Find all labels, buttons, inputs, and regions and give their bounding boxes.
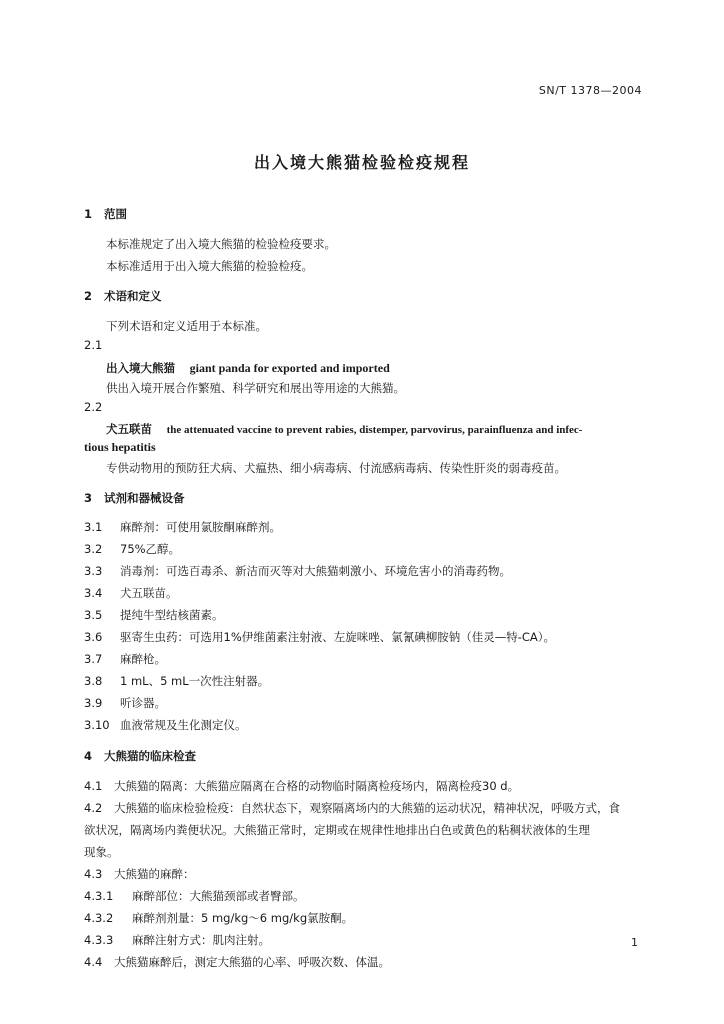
clause: 4.3.3 麻醉注射方式：肌肉注射。 xyxy=(84,933,270,947)
document-title: 出入境大熊猫检验检疫规程 xyxy=(253,153,470,172)
section-4-heading xyxy=(84,748,196,764)
term-number: 2.2 xyxy=(84,400,103,414)
clause: 4.1 大熊猫的隔离：大熊猫应隔离在合格的动物临时隔离检疫场内，隔离检疫30 d。 xyxy=(84,779,520,793)
section-title: 术语和定义 xyxy=(104,289,162,303)
section-number: 4 xyxy=(84,749,93,763)
paragraph: 本标准规定了出入境大熊猫的检验检疫要求。 xyxy=(106,237,336,251)
section-1-heading xyxy=(84,206,127,222)
term-chinese: 出入境大熊猫 xyxy=(106,361,175,375)
list-item: 3.1 麻醉剂：可使用氯胺酮麻醉剂。 xyxy=(84,520,281,534)
standard-number: SN/T 1378—2004 xyxy=(538,84,642,97)
list-item: 3.7 麻醉枪。 xyxy=(84,652,166,666)
clause: 4.3.2 麻醉剂剂量：5 mg/kg～6 mg/kg氯胺酮。 xyxy=(84,911,354,925)
term-definition: 专供动物用的预防狂犬病、犬瘟热、细小病毒病、付流感病毒病、传染性肝炎的弱毒疫苗。 xyxy=(106,461,566,475)
list-item: 3.2 75%乙醇。 xyxy=(84,542,181,556)
list-item: 3.6 驱寄生虫药：可选用1%伊维菌素注射液、左旋咪唑、氯氰碘柳胺钠（佳灵—特-CA）。 xyxy=(84,630,556,644)
page-number: 1 xyxy=(631,936,638,949)
term-english-continued: tious hepatitis xyxy=(84,440,156,454)
clause: 4.2 大熊猫的临床检验检疫：自然状态下，观察隔离场内的大熊猫的运动状况，精神状况，呼吸方式，食 xyxy=(84,801,620,815)
term-entry xyxy=(106,421,582,437)
section-number: 3 xyxy=(84,491,93,505)
list-item: 3.9 听诊器。 xyxy=(84,696,166,710)
list-item: 3.8 1 mL、5 mL一次性注射器。 xyxy=(84,674,270,688)
paragraph: 下列术语和定义适用于本标准。 xyxy=(106,319,267,333)
section-number: 2 xyxy=(84,289,93,303)
list-item: 3.4 犬五联苗。 xyxy=(84,586,178,600)
section-title: 试剂和器械设备 xyxy=(104,491,185,505)
section-title: 大熊猫的临床检查 xyxy=(104,749,197,763)
list-item: 3.3 消毒剂：可选百毒杀、新洁而灭等对大熊猫刺激小、环境危害小的消毒药物。 xyxy=(84,564,511,578)
term-entry xyxy=(106,360,390,376)
term-chinese: 犬五联苗 xyxy=(106,422,152,436)
section-number: 1 xyxy=(84,207,93,221)
term-number: 2.1 xyxy=(84,338,103,352)
section-2-heading xyxy=(84,288,162,304)
clause: 4.3 大熊猫的麻醉： xyxy=(84,867,195,881)
term-english: the attenuated vaccine to prevent rabies, distemper, parvovirus, parainfluenza and infec- xyxy=(166,424,583,436)
term-english: giant panda for exported and imported xyxy=(189,361,390,375)
paragraph: 本标准适用于出入境大熊猫的检验检疫。 xyxy=(106,259,313,273)
section-3-heading xyxy=(84,490,185,506)
clause-continued: 欲状况，隔离场内粪便状况。大熊猫正常时，定期或在规律性地排出白色或黄色的粘稠状液体的生理 xyxy=(84,823,590,837)
list-item: 3.5 提纯牛型结核菌素。 xyxy=(84,608,224,622)
term-definition: 供出入境开展合作繁殖、科学研究和展出等用途的大熊猫。 xyxy=(106,381,405,395)
clause-continued: 现象。 xyxy=(84,845,119,859)
clause: 4.4 大熊猫麻醉后，测定大熊猫的心率、呼吸次数、体温。 xyxy=(84,955,390,969)
section-title: 范围 xyxy=(104,207,128,221)
clause: 4.3.1 麻醉部位：大熊猫颈部或者臀部。 xyxy=(84,889,305,903)
list-item: 3.10 血液常规及生化测定仪。 xyxy=(84,718,247,732)
